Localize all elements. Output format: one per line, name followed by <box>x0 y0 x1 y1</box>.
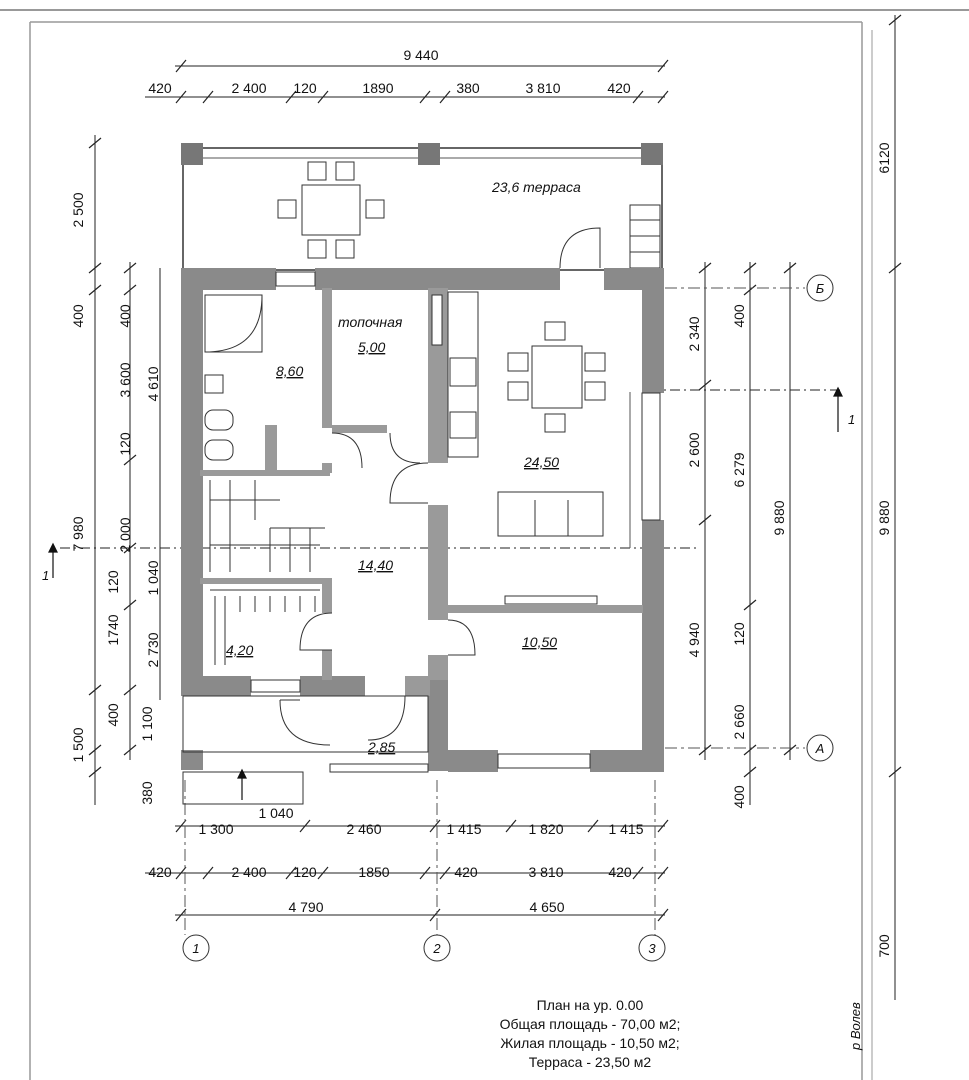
boiler-room-area: 5,00 <box>358 339 386 355</box>
dim-far-right-seg: 9 880 <box>876 500 892 536</box>
dim-bottom-seg: 1850 <box>358 864 390 880</box>
dim-bottom-seg: 1 415 <box>608 821 644 837</box>
plan-caption <box>430 996 750 1072</box>
dim-bottom-seg: 2 460 <box>346 821 382 837</box>
dim-top-overall: 9 440 <box>403 47 439 63</box>
author-signature: р Волев <box>848 1002 863 1050</box>
bathroom-area: 8,60 <box>276 363 304 379</box>
dim-right-mid-seg: 400 <box>731 304 747 328</box>
vestibule-area: 2,85 <box>368 739 396 755</box>
dim-top-seg: 380 <box>456 80 480 96</box>
dim-bottom-seg: 2 400 <box>231 864 267 880</box>
axis-col-2: 2 <box>433 941 441 956</box>
total-area: Общая площадь - 70,00 м2; <box>499 1016 681 1032</box>
kitchen-fixtures <box>432 292 630 604</box>
dim-top-seg: 420 <box>607 80 631 96</box>
dim-left-seg: 380 <box>139 781 155 805</box>
terrace-label: 23,6 терраса <box>492 179 581 195</box>
dim-left-seg: 1 500 <box>70 727 86 763</box>
dim-left-inner-seg: 2 000 <box>117 517 133 553</box>
axis-col-3: 3 <box>648 941 656 956</box>
dim-top-seg: 420 <box>148 80 172 96</box>
axis-col-1: 1 <box>192 941 200 956</box>
dim-left-inner-seg: 1 100 <box>139 706 155 742</box>
top-dimension-text <box>148 47 631 96</box>
kitchen-living-area: 24,50 <box>524 454 560 470</box>
storage-area: 4,20 <box>226 642 254 658</box>
dim-far-right-seg: 6120 <box>876 142 892 174</box>
dim-left-inner-seg: 3 600 <box>117 362 133 398</box>
dim-left-inner-seg: 120 <box>117 432 133 456</box>
dim-left-seg: 400 <box>105 703 121 727</box>
living-area: Жилая площадь - 10,50 м2; <box>500 1035 680 1051</box>
dim-bottom-seg: 4 650 <box>529 899 565 915</box>
dim-left-inner-seg: 1 040 <box>145 560 161 596</box>
dim-far-right-seg: 700 <box>876 934 892 958</box>
axis-row-a: А <box>815 741 825 756</box>
axis-row-b: Б <box>815 281 825 296</box>
section-label-right: 1 <box>848 412 856 427</box>
dim-top-seg: 3 810 <box>525 80 561 96</box>
dim-left-seg: 7 980 <box>70 516 86 552</box>
dim-left-seg: 120 <box>105 570 121 594</box>
left-inner-dimension-text <box>117 304 161 741</box>
dim-bottom-seg: 420 <box>608 864 632 880</box>
dim-bottom-seg: 420 <box>148 864 172 880</box>
dim-bottom-seg: 1 415 <box>446 821 482 837</box>
dim-bottom-seg: 120 <box>293 864 317 880</box>
dim-left-seg: 2 500 <box>70 192 86 228</box>
dim-bottom-seg: 1 820 <box>528 821 564 837</box>
dim-right-mid-seg: 120 <box>731 622 747 646</box>
dim-right-inner-seg: 2 340 <box>686 316 702 352</box>
stairs <box>210 480 325 572</box>
bedroom-area: 10,50 <box>522 634 558 650</box>
dim-left-mid: 4 610 <box>145 366 161 402</box>
dim-bottom-seg: 4 790 <box>288 899 324 915</box>
dim-right-mid-seg: 6 279 <box>731 452 747 488</box>
dim-right-inner-seg: 4 940 <box>686 622 702 658</box>
dim-right-mid-seg: 400 <box>731 785 747 809</box>
dim-left-seg: 400 <box>70 304 86 328</box>
dim-left-inner-seg: 400 <box>117 304 133 328</box>
section-label-left: 1 <box>42 568 50 583</box>
dim-top-seg: 2 400 <box>231 80 267 96</box>
dim-bottom-seg: 1 300 <box>198 821 234 837</box>
hall-area: 14,40 <box>358 557 394 573</box>
plan-title: План на ур. 0.00 <box>536 997 644 1013</box>
bathroom-fixtures <box>205 295 262 460</box>
dim-right-mid-seg: 2 660 <box>731 704 747 740</box>
dim-right-overall: 9 880 <box>771 500 787 536</box>
dim-top-seg: 1890 <box>362 80 394 96</box>
dim-right-inner-seg: 2 600 <box>686 432 702 468</box>
terrace-area: Терраса - 23,50 м2 <box>528 1054 652 1070</box>
dim-top-seg: 120 <box>293 80 317 96</box>
dim-left-inner-seg: 2 730 <box>145 632 161 668</box>
bottom-dimension-text <box>148 805 643 915</box>
right-dimension-text <box>686 142 892 957</box>
terrace <box>181 143 663 270</box>
dim-bottom-seg: 3 810 <box>528 864 564 880</box>
dim-left-seg: 1740 <box>105 614 121 646</box>
dim-entry: 1 040 <box>258 805 294 821</box>
boiler-room-name: топочная <box>338 314 403 330</box>
dim-bottom-seg: 420 <box>454 864 478 880</box>
